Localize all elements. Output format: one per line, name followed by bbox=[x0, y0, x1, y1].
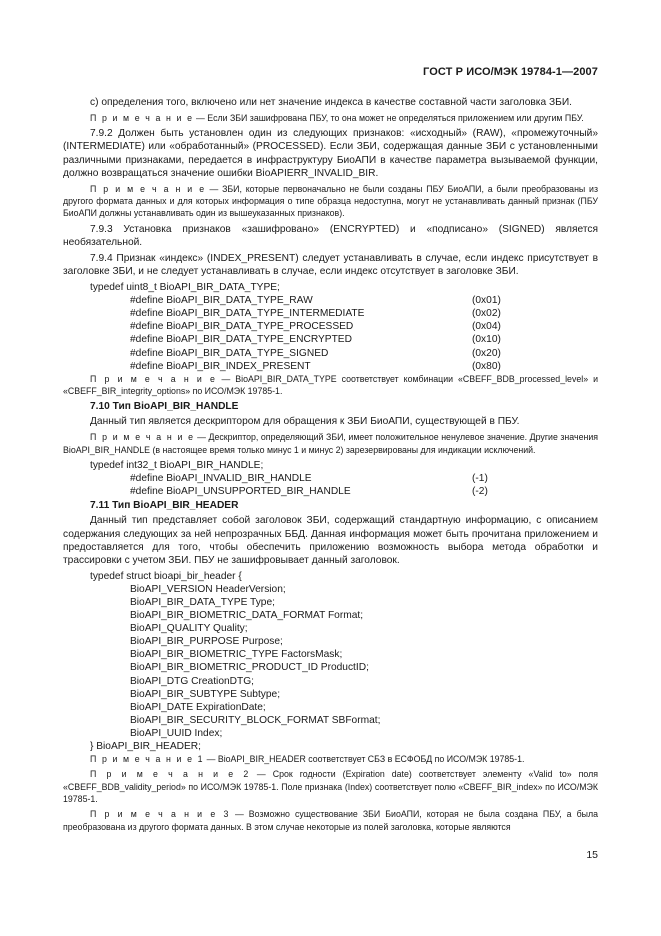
note-label: П р и м е ч а н и е bbox=[90, 183, 206, 194]
define-value: (0x04) bbox=[472, 321, 501, 333]
define-name: #define BioAPI_BIR_DATA_TYPE_SIGNED bbox=[130, 347, 329, 359]
paragraph-7-9-3: 7.9.3 Установка признаков «зашифровано» (ENCRYPTED) и «подписано» (SIGNED) является необязательной. bbox=[63, 223, 598, 248]
section-heading-7-10: 7.10 Тип BioAPI_BIR_HANDLE bbox=[90, 401, 239, 413]
code-define bbox=[130, 472, 598, 485]
code-typedef: typedef uint8_t BioAPI_BIR_DATA_TYPE; bbox=[90, 282, 280, 294]
note-label: П р и м е ч а н и е 3 bbox=[90, 809, 230, 820]
define-value: (0x20) bbox=[472, 347, 501, 359]
document-body bbox=[63, 96, 598, 836]
define-value: (-1) bbox=[472, 473, 488, 485]
note-data-type-cbeff bbox=[63, 373, 598, 398]
define-name: #define BioAPI_BIR_DATA_TYPE_PROCESSED bbox=[130, 321, 354, 333]
define-value: (0x01) bbox=[472, 295, 501, 307]
note-1 bbox=[63, 753, 598, 765]
paragraph-7-10: Данный тип является дескриптором для обращения к ЗБИ БиоАПИ, существующей в ПБУ. bbox=[90, 416, 520, 428]
struct-field: BioAPI_DTG CreationDTG; bbox=[130, 675, 254, 687]
define-value: (-2) bbox=[472, 486, 488, 498]
note-encrypted bbox=[63, 112, 598, 124]
define-value: (0x02) bbox=[472, 308, 501, 320]
struct-field: BioAPI_BIR_BIOMETRIC_DATA_FORMAT Format; bbox=[130, 610, 364, 622]
define-name: #define BioAPI_INVALID_BIR_HANDLE bbox=[130, 473, 312, 485]
code-define bbox=[130, 307, 598, 320]
define-name: #define BioAPI_BIR_DATA_TYPE_RAW bbox=[130, 295, 313, 307]
struct-field: BioAPI_QUALITY Quality; bbox=[130, 623, 248, 635]
code-typedef: typedef int32_t BioAPI_BIR_HANDLE; bbox=[90, 460, 264, 472]
code-define bbox=[130, 347, 598, 360]
code-block-data-type bbox=[63, 281, 598, 373]
struct-field: BioAPI_BIR_SUBTYPE Subtype; bbox=[130, 688, 281, 700]
paragraph-7-9-4: 7.9.4 Признак «индекс» (INDEX_PRESENT) следует устанавливать в случае, если индекс присутствует в заголовке ЗБИ, и не следует устанавливать в случае, если индекс отсутствует в заголовке ЗБИ. bbox=[63, 252, 598, 277]
note-label: П р и м е ч а н и е bbox=[90, 432, 195, 443]
note-data-type bbox=[63, 183, 598, 220]
section-heading-7-11: 7.11 Тип BioAPI_BIR_HEADER bbox=[90, 500, 239, 512]
page-number: 15 bbox=[586, 849, 598, 861]
note-text: — ЗБИ, которые первоначально не были созданы ПБУ БиоАПИ, а были преобразованы из другого формата данных и для которых информация о типе образца недоступна, могут не устанавливать данный признак (ПБУ БиоАПИ должны устанавливать один из вышеуказанных признаков). bbox=[63, 183, 598, 219]
struct-field: BioAPI_DATE ExpirationDate; bbox=[130, 701, 266, 713]
paragraph-c: с) определения того, включено или нет значение индекса в качестве составной части заголовка ЗБИ. bbox=[90, 97, 572, 108]
code-define bbox=[130, 294, 598, 307]
code-define bbox=[130, 333, 598, 346]
document-header: ГОСТ Р ИСО/МЭК 19784-1—2007 bbox=[423, 66, 598, 78]
code-struct-close: } BioAPI_BIR_HEADER; bbox=[90, 741, 201, 753]
define-value: (0x80) bbox=[472, 360, 501, 372]
paragraph-7-11: Данный тип представляет собой заголовок ЗБИ, содержащий стандартную информацию, с описанием содержания следующих за ней непрозрачных ББД. Данная информация может быть прочитана приложением и предоставляется для того, чтобы обеспечить приложению возможность выбора метода обработки и трассировки с учетом ЗБИ. ПБУ не зашифровывает данный заголовок. bbox=[63, 515, 598, 566]
code-block-bir-header bbox=[63, 570, 598, 753]
note-text: — Возможно существование ЗБИ БиоАПИ, которая не была создана ПБУ, а была преобразована из другого формата данных. В этом случае некоторые из полей заголовка, которые являются bbox=[63, 809, 598, 832]
code-block-bir-handle bbox=[63, 459, 598, 498]
note-label: П р и м е ч а н и е bbox=[90, 113, 194, 124]
note-label: П р и м е ч а н и е 1 bbox=[90, 754, 205, 765]
define-name: #define BioAPI_UNSUPPORTED_BIR_HANDLE bbox=[130, 486, 351, 498]
note-3 bbox=[63, 808, 598, 833]
note-text: — BioAPI_BIR_HEADER соответствует СБЗ в ЕСФОБД по ИСО/МЭК 19785-1. bbox=[204, 754, 525, 765]
note-text: — Если ЗБИ зашифрована ПБУ, то она может не определяться приложением или другим ПБУ. bbox=[193, 113, 584, 124]
note-text: — BioAPI_BIR_DATA_TYPE соответствует комбинации «CBEFF_BDB_processed_level» и «CBEFF_BIR_integrity_options» по ИСО/МЭК 19785-1. bbox=[63, 373, 598, 396]
define-name: #define BioAPI_BIR_INDEX_PRESENT bbox=[130, 360, 311, 372]
note-text: — Дескриптор, определяющий ЗБИ, имеет положительное ненулевое значение. Другие значения BioAPI_BIR_HANDLE (в настоящее время только минус 1 и минус 2) зарезервированы для индикации исключений. bbox=[63, 432, 598, 455]
define-name: #define BioAPI_BIR_DATA_TYPE_INTERMEDIATE bbox=[130, 308, 365, 320]
code-struct-open: typedef struct bioapi_bir_header { bbox=[90, 570, 242, 582]
struct-field: BioAPI_BIR_BIOMETRIC_TYPE FactorsMask; bbox=[130, 649, 343, 661]
note-text: — Срок годности (Expiration date) соответствует элементу «Valid to» поля «CBEFF_BDB_validity_period» по ИСО/МЭК 19785-1. Поле признака (Index) соответствует полю «CBEFF_BIR_index» по ИСО/МЭК 19785-1. bbox=[63, 769, 598, 805]
note-2 bbox=[63, 768, 598, 805]
struct-field: BioAPI_VERSION HeaderVersion; bbox=[130, 583, 286, 595]
note-bir-handle bbox=[63, 431, 598, 456]
struct-field: BioAPI_BIR_DATA_TYPE Type; bbox=[130, 597, 275, 608]
struct-field: BioAPI_BIR_SECURITY_BLOCK_FORMAT SBFormat; bbox=[130, 714, 381, 726]
note-label: П р и м е ч а н и е bbox=[90, 373, 217, 384]
code-define bbox=[130, 360, 598, 373]
note-label: П р и м е ч а н и е 2 bbox=[90, 769, 250, 780]
struct-field: BioAPI_UUID Index; bbox=[130, 727, 223, 739]
code-define bbox=[130, 320, 598, 333]
define-value: (0x10) bbox=[472, 334, 501, 346]
code-define bbox=[130, 485, 598, 498]
define-name: #define BioAPI_BIR_DATA_TYPE_ENCRYPTED bbox=[130, 334, 352, 346]
struct-field: BioAPI_BIR_PURPOSE Purpose; bbox=[130, 636, 283, 648]
paragraph-7-9-2: 7.9.2 Должен быть установлен один из следующих признаков: «исходный» (RAW), «промежуточный» (INTERMEDIATE) или «обработанный» (PROCESSED). Если ЗБИ, содержащая данные ЗБИ с установленными различными признаками, передается в инфраструктуру БиоАПИ в качестве параметра вызываемой функции, должно возвращаться значение ошибки BioAPIERR_INVALID_BIR. bbox=[63, 128, 598, 179]
struct-field: BioAPI_BIR_BIOMETRIC_PRODUCT_ID ProductID; bbox=[130, 662, 369, 674]
